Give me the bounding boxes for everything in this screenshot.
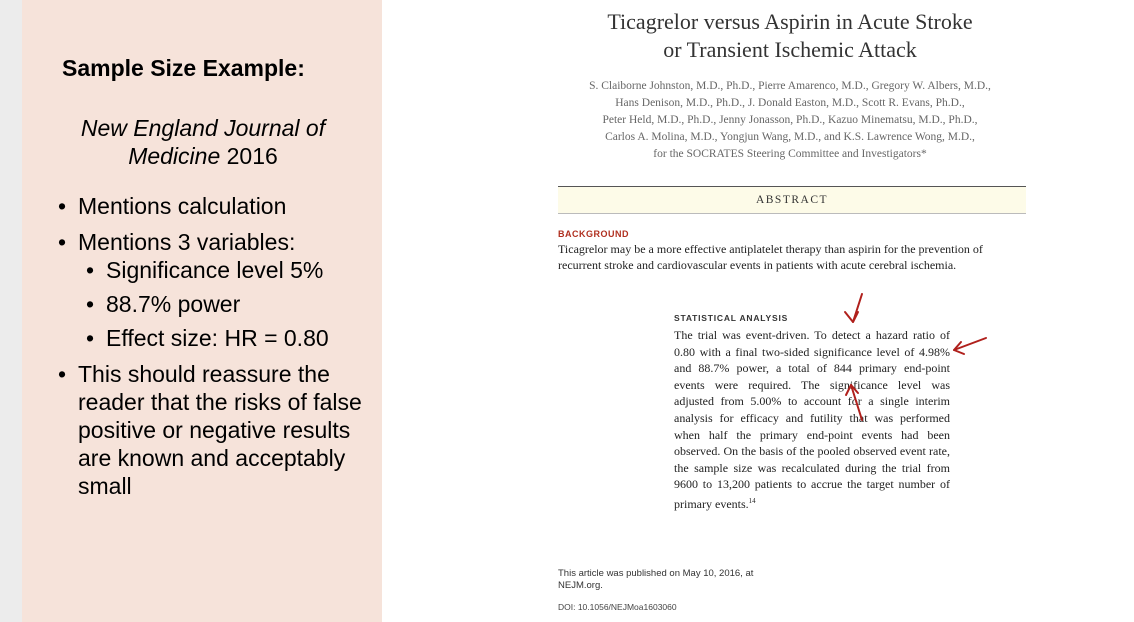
journal-name: New England Journal of Medicine	[80, 115, 326, 169]
background-text: Ticagrelor may be a more effective antiplatelet therapy than aspirin for the prevention of recurrent stroke and cardiovascular events in patients with acute cerebral ischemia.	[558, 242, 983, 272]
bullet-item: • This should reassure the reader that the risks of false positive or negative results are known and acceptably small	[58, 360, 362, 500]
publication-note: This article was published on May 10, 2016, at NEJM.org.	[558, 568, 754, 591]
left-panel	[22, 0, 382, 622]
author-list: S. Claiborne Johnston, M.D., Ph.D., Pierre Amarenco, M.D., Gregory W. Albers, M.D., Hans Denison, M.D., Ph.D., J. Donald Easton, M.D., Scott R. Evans, Ph.D., Peter Held, M.D., Ph.D., Jenny Jonasson, Ph.D., Kazuo Minematsu, M.D., Ph.D., Carlos A. Molina, M.D., Yongjun Wang, M.D., and K.S. Lawrence Wong, M.D., for the SOCRATES Steering Committee and Investigators*	[589, 80, 991, 160]
slide-edge	[0, 0, 22, 622]
doi-text: DOI: 10.1056/NEJMoa1603060	[558, 602, 677, 612]
background-heading: BACKGROUND	[558, 229, 629, 239]
bullet-item: • Mentions calculation	[58, 192, 362, 220]
bullet-list	[58, 192, 362, 500]
sub-bullet-list	[78, 256, 362, 352]
sub-bullet-item: • Effect size: HR = 0.80	[78, 324, 362, 352]
reference-marker: 14	[748, 496, 756, 505]
sub-bullet-item: • Significance level 5%	[78, 256, 362, 284]
statistical-analysis-heading: STATISTICAL ANALYSIS	[674, 313, 789, 323]
sub-bullet-item: • 88.7% power	[78, 290, 362, 318]
journal-year: 2016	[226, 143, 278, 169]
slide-title: Sample Size Example:	[62, 55, 305, 81]
bullet-item: • Mentions 3 variables: • Significance level 5% • 88.7% power • Effect size: HR = 0.80	[58, 228, 362, 352]
paper-title: Ticagrelor versus Aspirin in Acute Stroke or Transient Ischemic Attack	[607, 9, 973, 62]
annotation-arrow-icon	[845, 294, 862, 322]
annotation-arrow-icon	[846, 385, 862, 420]
abstract-heading: ABSTRACT	[558, 186, 1026, 214]
annotation-arrow-icon	[954, 338, 986, 354]
journal-citation	[58, 114, 348, 170]
annotation-arrows	[540, 0, 1040, 622]
paper-excerpt	[540, 0, 1040, 622]
statistical-analysis-text: The trial was event-driven. To detect a hazard ratio of 0.80 with a final two-sided significance level of 4.98% and 88.7% power, a total of 844 primary end-point events were required. The significance level was adjusted from 5.00% to account for a single interim analysis for efficacy and futility that was performed when half the primary end-point events had been observed. On the basis of the pooled observed event rate, the sample size was recalculated during the trial from 9600 to 13,200 patients to accrue the target number of primary events.$^{14}$	[674, 328, 950, 511]
